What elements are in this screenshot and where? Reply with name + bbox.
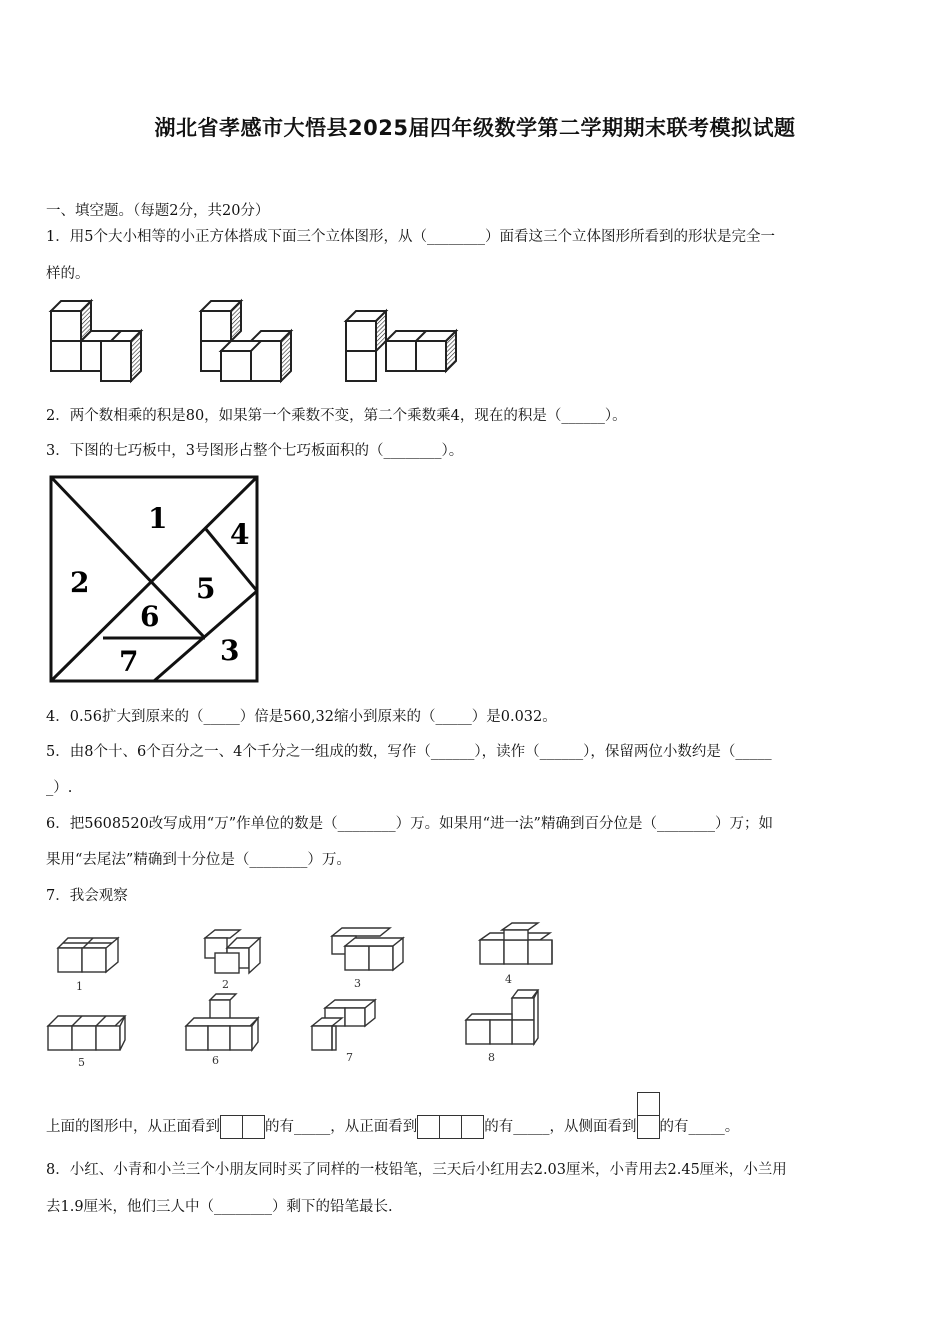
tangram-label-5: 5 <box>196 572 216 605</box>
stacked-square-icon <box>637 1092 660 1139</box>
tangram-figure <box>48 474 260 684</box>
q5-line2: _）. <box>46 780 73 796</box>
q2-text: 2．两个数相乘的积是80，如果第一个乘数不变，第二个乘数乘4，现在的积是（______）。 <box>46 408 627 424</box>
page-title: 湖北省孝感市大悟县2025届四年级数学第二学期期末联考模拟试题 <box>154 116 796 140</box>
tangram-label-4: 4 <box>230 518 250 551</box>
q7-figure-7 <box>312 1000 375 1050</box>
q4-text: 4．0.56扩大到原来的（_____）倍是560,32缩小到原来的（_____）是0.032。 <box>46 709 557 725</box>
q7-label-1: 1 <box>76 980 83 993</box>
section-heading: 一、填空题。（每题2分，共20分） <box>46 203 270 219</box>
q1-figure-a <box>51 301 141 381</box>
q7-figures <box>40 918 570 1078</box>
q1-figure-b <box>201 301 291 381</box>
q7-figure-5 <box>48 1016 125 1050</box>
q6-line1: 6．把5608520改写成用“万”作单位的数是（________）万。如果用“进一法”精确到百分位是（________）万；如 <box>46 816 773 832</box>
q7-label-4: 4 <box>505 973 512 986</box>
q7-label-8: 8 <box>488 1051 495 1064</box>
q1-figure-c <box>346 311 456 381</box>
q5-line1: 5．由8个十、6个百分之一、4个千分之一组成的数，写作（______），读作（______），保留两位小数约是（_____ <box>46 744 772 760</box>
two-square-icon <box>220 1115 265 1139</box>
q3-text: 3．下图的七巧板中，3号图形占整个七巧板面积的（________）。 <box>46 443 464 459</box>
q7-label-6: 6 <box>212 1054 219 1067</box>
q7-label-2: 2 <box>222 978 229 991</box>
tangram-label-3: 3 <box>220 634 240 667</box>
q7-title: 7．我会观察 <box>46 888 128 904</box>
q8-line1: 8．小红、小青和小兰三个小朋友同时买了同样的一枝铅笔，三天后小红用去2.03厘米，小青用去2.45厘米，小兰用 <box>46 1162 787 1178</box>
q7-figure-2 <box>205 930 260 973</box>
q7-ans-part1: 上面的图形中，从正面看到 <box>46 1118 220 1135</box>
tangram-label-2: 2 <box>70 566 90 599</box>
q7-ans-part3: 的有_____，从侧面看到 <box>484 1118 637 1135</box>
q7-figure-6 <box>186 994 258 1050</box>
q7-figure-3 <box>332 928 403 970</box>
q7-ans-part2: 的有_____，从正面看到 <box>265 1118 418 1135</box>
tangram-label-6: 6 <box>140 600 160 633</box>
q7-label-5: 5 <box>78 1056 85 1069</box>
three-square-icon <box>417 1115 484 1139</box>
q8-line2: 去1.9厘米，他们三人中（________）剩下的铅笔最长. <box>46 1199 393 1215</box>
q6-line2: 果用“去尾法”精确到十分位是（________）万。 <box>46 852 351 868</box>
tangram-label-1: 1 <box>148 502 168 535</box>
q7-figure-4 <box>480 923 552 964</box>
q7-figure-1 <box>58 938 118 972</box>
q1-cube-figures <box>46 296 466 386</box>
q7-ans-part4: 的有_____。 <box>659 1118 740 1135</box>
q7-figure-8 <box>466 990 538 1044</box>
tangram-label-7: 7 <box>119 645 139 678</box>
q7-label-3: 3 <box>354 977 361 990</box>
q7-label-7: 7 <box>346 1051 353 1064</box>
q1-line1: 1．用5个大小相等的小正方体搭成下面三个立体图形，从（________）面看这三个立体图形所看到的形状是完全一 <box>46 229 775 245</box>
q7-answer-line <box>46 1114 739 1139</box>
q1-line2: 样的。 <box>46 266 90 282</box>
